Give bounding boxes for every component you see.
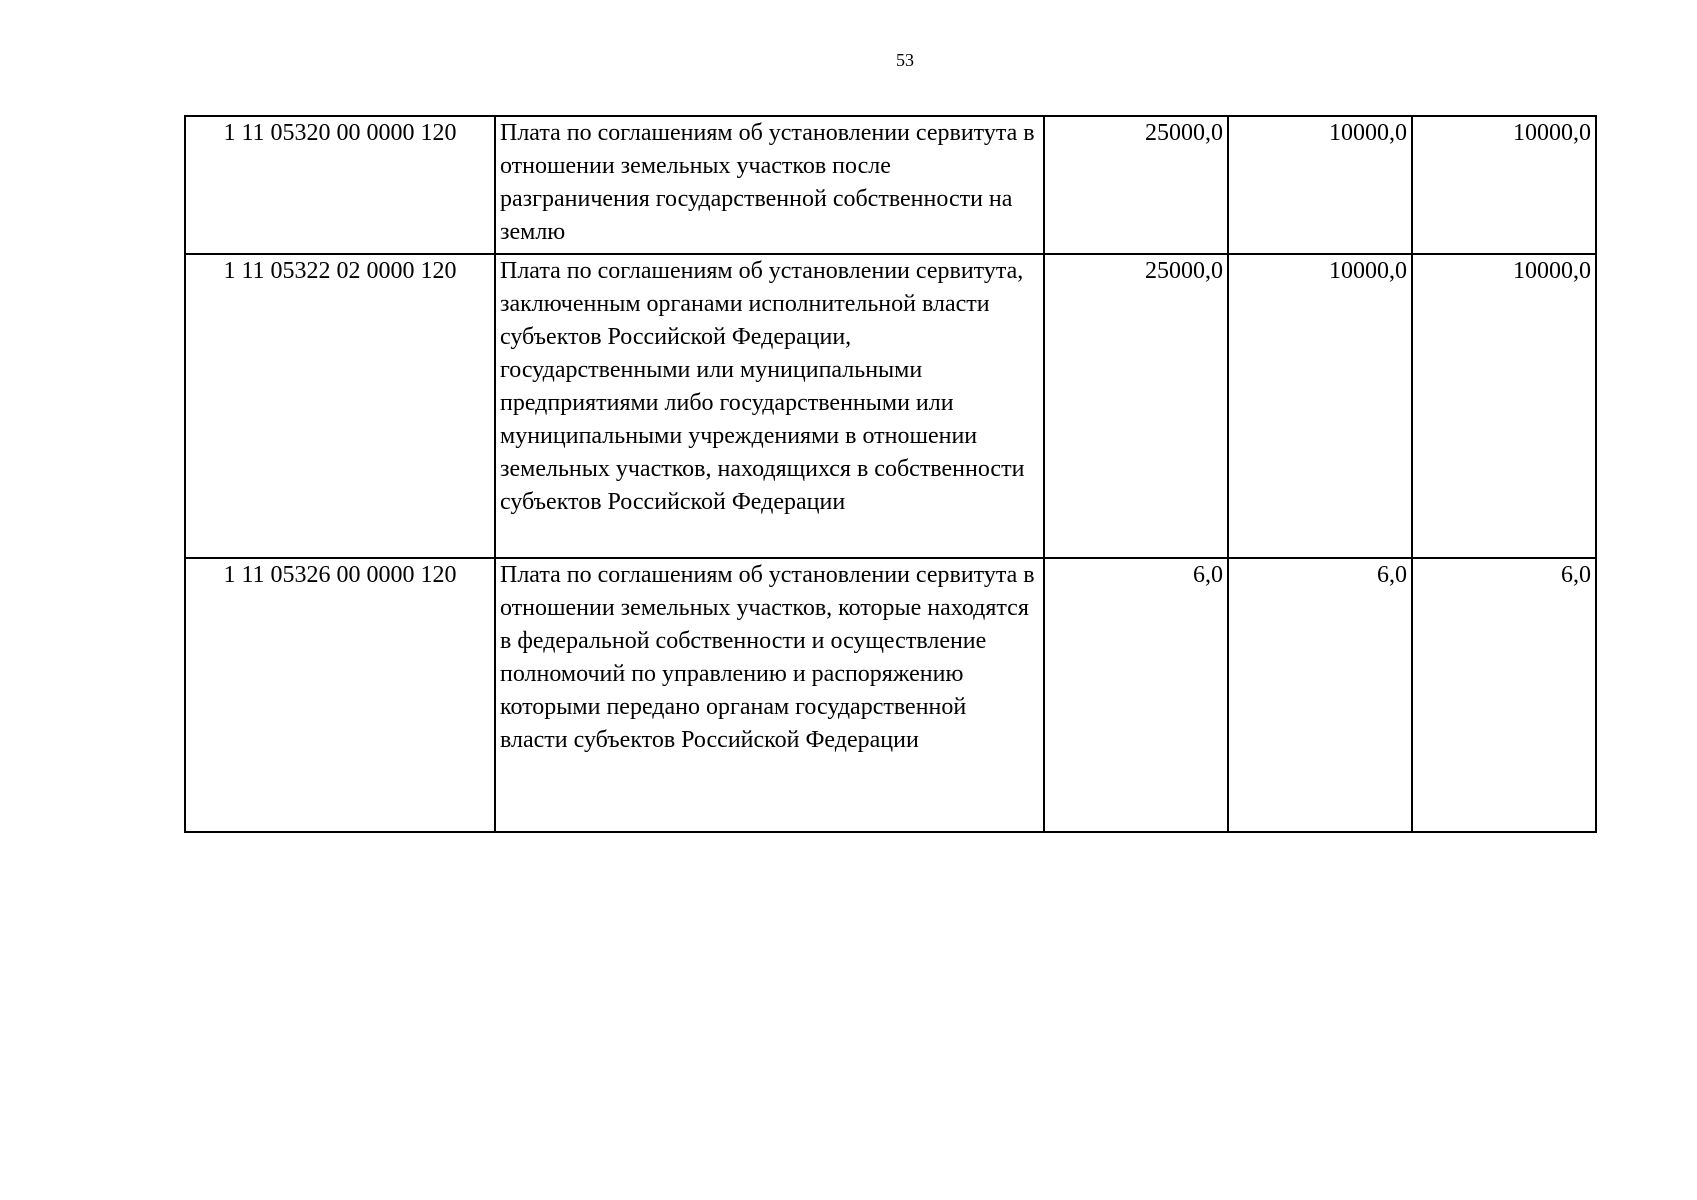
amount-cell-year-2: 10000,0 <box>1228 254 1412 558</box>
budget-code-cell: 1 11 05326 00 0000 120 <box>185 558 495 832</box>
revenue-table <box>184 115 1597 833</box>
amount-cell-year-1: 25000,0 <box>1044 254 1228 558</box>
amount-cell-year-1: 6,0 <box>1044 558 1228 832</box>
table-row <box>185 116 1596 254</box>
amount-cell-year-3: 10000,0 <box>1412 116 1596 254</box>
table-row <box>185 558 1596 832</box>
budget-code-cell: 1 11 05322 02 0000 120 <box>185 254 495 558</box>
amount-cell-year-1: 25000,0 <box>1044 116 1228 254</box>
page-number: 53 <box>896 50 914 70</box>
amount-cell-year-3: 10000,0 <box>1412 254 1596 558</box>
description-cell: Плата по соглашениям об установлении сервитута в отношении земельных участков после разграничения государственной собственности на землю <box>495 116 1044 254</box>
amount-cell-year-2: 6,0 <box>1228 558 1412 832</box>
amount-cell-year-3: 6,0 <box>1412 558 1596 832</box>
amount-cell-year-2: 10000,0 <box>1228 116 1412 254</box>
budget-code-cell: 1 11 05320 00 0000 120 <box>185 116 495 254</box>
description-cell: Плата по соглашениям об установлении сервитута, заключенным органами исполнительной власти субъектов Российской Федерации, государственными или муниципальными предприятиями либо государственными или муниципальными учреждениями в отношении земельных участков, находящихся в собственности субъектов Российской Федерации <box>495 254 1044 558</box>
description-cell: Плата по соглашениям об установлении сервитута в отношении земельных участков, которые находятся в федеральной собственности и осуществление полномочий по управлению и распоряжению которыми передано органам государственной власти субъектов Российской Федерации <box>495 558 1044 832</box>
table-row <box>185 254 1596 558</box>
